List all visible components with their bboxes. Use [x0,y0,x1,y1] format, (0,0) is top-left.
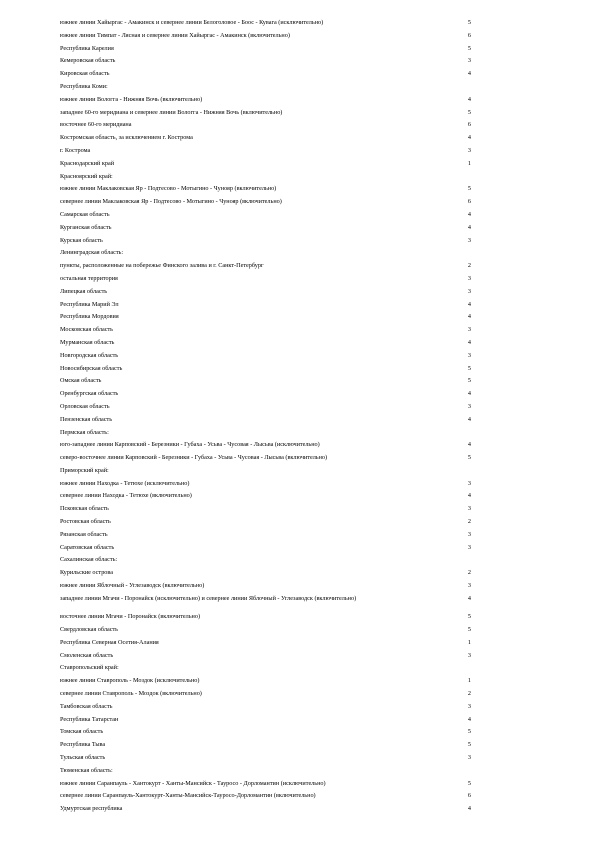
zone-number: 4 [467,95,471,103]
zone-number: 4 [467,715,471,723]
region-text: Республика Мордовия [60,313,119,321]
table-row [60,262,480,275]
table-row [60,403,480,416]
table-row [60,677,480,690]
zone-number: 3 [467,702,471,710]
zone-number: 6 [467,792,471,800]
table-row [60,664,480,677]
region-text: восточнее 60-го меридиана [60,121,132,129]
zone-number: 5 [467,454,471,462]
region-text: Республика Тыва [60,741,106,749]
zone-number: 3 [467,236,471,244]
table-row [60,780,480,793]
table-row [60,767,480,780]
table-row [60,339,480,352]
zone-number: 3 [467,402,471,410]
table-row [60,429,480,442]
zone-number: 1 [467,159,471,167]
zone-number: 4 [467,223,471,231]
zone-number: 4 [467,313,471,321]
table-row [60,288,480,301]
region-text: Оренбургская область [60,390,119,398]
region-text: Новгородская область [60,351,119,359]
table-row [60,716,480,729]
zone-number: 3 [467,274,471,282]
zone-number: 3 [467,57,471,65]
table-row [60,19,480,32]
zone-number: 2 [467,690,471,698]
zone-number: 4 [467,441,471,449]
table-row [60,237,480,250]
region-text: Приморский край: [60,466,109,474]
zone-number: 3 [467,530,471,538]
region-text: южнее линии Находка - Тетюхе (исключительно) [60,479,190,487]
region-text: Курская область [60,236,103,244]
region-text: Курганская область [60,223,112,231]
zone-number: 2 [467,262,471,270]
region-text: Республика Татарстан [60,715,119,723]
region-text: Мурманская область [60,338,115,346]
zone-number: 5 [467,728,471,736]
region-text: южнее линии Вологга - Нижняя Вочь (включительно) [60,95,203,103]
region-text: Кировская область [60,70,110,78]
zone-number: 1 [467,638,471,646]
table-row [60,626,480,639]
zone-number: 4 [467,70,471,78]
zone-number: 6 [467,121,471,129]
region-text: Ленинградская область: [60,249,124,257]
table-row [60,613,480,626]
table-row [60,582,480,595]
region-text: Ростовская область [60,518,111,526]
region-text: восточнее линии Мгачи - Поронайск (включительно) [60,613,201,621]
region-text: Удмуртская республика [60,805,123,813]
zone-number: 2 [467,569,471,577]
table-row [60,109,480,122]
table-row [60,792,480,805]
table-row [60,83,480,96]
zone-number: 6 [467,31,471,39]
region-list [60,19,480,818]
region-text: южнее линии Маклаковская Яр - Подтесово - Мотыгино - Чунояр (включительно) [60,185,277,193]
zone-number: 4 [467,134,471,142]
table-row [60,326,480,339]
table-row [60,173,480,186]
region-text: Тульская область [60,754,106,762]
table-row [60,96,480,109]
table-row [60,275,480,288]
region-text: юго-западнее линии Карповский - Березники - Губаха - Усьва - Чусовая - Лысьва (исключительно) [60,441,320,449]
table-row [60,505,480,518]
table-row [60,32,480,45]
region-text: Костромская область, за исключением г. Кострома [60,134,193,142]
table-row [60,544,480,557]
region-text: южнее линии Хайыргас - Амакинск и севернее линии Белоголовое - Боос - Кувага (исключительно) [60,19,324,26]
zone-number: 6 [467,198,471,206]
table-row [60,121,480,134]
region-text: Псковская область [60,505,109,513]
zone-number: 3 [467,582,471,590]
region-text: Республика Северная Осетия-Алания [60,638,159,646]
region-text: остальная территория [60,274,118,282]
table-row [60,728,480,741]
table-row [60,70,480,83]
zone-number: 5 [467,741,471,749]
table-row [60,639,480,652]
zone-number: 5 [467,613,471,621]
table-row [60,531,480,544]
region-text: Омская область [60,377,102,385]
zone-number: 4 [467,300,471,308]
region-text: Тюменская область: [60,766,113,774]
region-text: западнее линии Мгачи - Поронайск (исключительно) и севернее линии Яблочный - Углезаводск (включительно) [60,594,357,602]
zone-number: 5 [467,108,471,116]
zone-number: 4 [467,390,471,398]
table-row [60,569,480,582]
region-text: севернее линии Находка - Тетюхе (включительно) [60,492,192,500]
zone-number: 5 [467,377,471,385]
table-row [60,652,480,665]
table-row [60,147,480,160]
table-row [60,249,480,262]
table-row [60,480,480,493]
region-text: Кемеровская область [60,57,116,65]
region-text: Самарская область [60,210,110,218]
zone-number: 5 [467,626,471,634]
region-text: южнее линии Яблочный - Углезаводск (включительно) [60,582,205,590]
region-text: южнее линии Саранпауль - Хантокурт - Ханты-Мансийск - Тауросо - Дорломантин (исключительно) [60,779,326,787]
region-text: южнее линии Тимпат - Лясная и севернее линии Хайыргас - Амакинск (включительно) [60,31,290,39]
table-row [60,377,480,390]
table-row [60,454,480,467]
region-text: Рязанская область [60,530,108,538]
region-text: Свердловская область [60,626,118,634]
region-text: Ставропольский край: [60,664,119,672]
region-text: севернее линии Ставрополь - Моздок (включительно) [60,690,202,698]
zone-number: 4 [467,805,471,813]
zone-number: 5 [467,364,471,372]
table-row [60,805,480,818]
zone-number: 3 [467,543,471,551]
zone-number: 4 [467,492,471,500]
table-row [60,134,480,147]
region-text: пункты, расположенные на побережье Финского залива и г. Санкт-Петербург [60,262,264,270]
table-row [60,224,480,237]
zone-number: 3 [467,351,471,359]
region-text: Республика Коми: [60,82,108,90]
zone-number: 5 [467,19,471,26]
region-text: Республика Карелия [60,44,114,52]
region-text: Смоленская область [60,651,114,659]
region-text: западнее 60-го меридиана и севернее линии Вологга - Нижняя Вочь (включительно) [60,108,283,116]
region-text: Пензенская область [60,415,113,423]
table-row [60,160,480,173]
region-text: Тамбовская область [60,702,113,710]
table-row [60,467,480,480]
region-text: Краснодарский край [60,159,115,167]
zone-number: 4 [467,594,471,602]
zone-number: 3 [467,505,471,513]
table-row [60,416,480,429]
region-text: Сахалинская область: [60,556,118,564]
table-row [60,185,480,198]
zone-number: 3 [467,754,471,762]
region-text: Пермская область: [60,428,109,436]
zone-number: 3 [467,479,471,487]
region-text: г. Кострома [60,146,91,154]
region-text: Липецкая область [60,287,108,295]
table-row [60,301,480,314]
zone-number: 4 [467,415,471,423]
table-row [60,741,480,754]
table-row [60,352,480,365]
zone-number: 4 [467,210,471,218]
zone-number: 3 [467,651,471,659]
table-row [60,492,480,505]
table-row [60,390,480,403]
region-text: северо-восточнее линии Карповский - Березники - Губаха - Усьва - Чусовая - Лысьва (включительно) [60,454,328,462]
region-text: севернее линии Маклаковская Яр - Подтесово - Мотыгино - Чунояр (включительно) [60,198,282,206]
table-row [60,703,480,716]
region-text: Орловская область [60,402,110,410]
region-text: Саратовская область [60,543,115,551]
region-text: южнее линии Ставрополь - Моздок (исключительно) [60,677,200,685]
table-row [60,365,480,378]
table-row [60,313,480,326]
zone-number: 5 [467,779,471,787]
region-text: Новосибирская область [60,364,123,372]
table-row [60,754,480,767]
zone-number: 1 [467,677,471,685]
table-row [60,690,480,703]
table-row [60,595,480,613]
table-row [60,211,480,224]
region-text: Курильские острова [60,569,113,577]
zone-number: 5 [467,185,471,193]
zone-number: 5 [467,44,471,52]
zone-number: 3 [467,146,471,154]
table-row [60,556,480,569]
region-text: Красноярский край: [60,172,113,180]
region-text: Московская область [60,326,114,334]
region-text: севернее линии Саранпауль-Хантокурт-Ханты-Мансийск-Тауросо-Дорломантин (включительно) [60,792,316,800]
region-text: Томская область [60,728,104,736]
table-row [60,198,480,211]
zone-number: 3 [467,287,471,295]
table-row [60,441,480,454]
zone-number: 2 [467,518,471,526]
table-row [60,45,480,58]
table-row [60,518,480,531]
region-text: Республика Марий Эл [60,300,119,308]
table-row [60,57,480,70]
zone-number: 3 [467,326,471,334]
zone-number: 4 [467,338,471,346]
